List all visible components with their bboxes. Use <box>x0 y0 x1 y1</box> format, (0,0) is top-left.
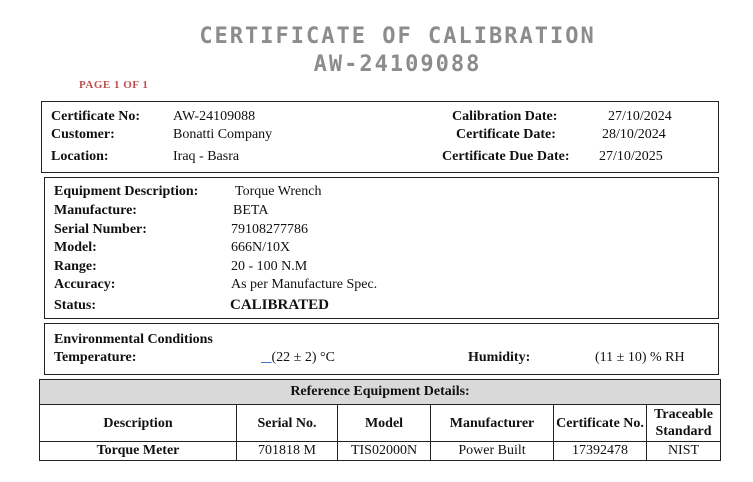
temperature-value <box>261 350 335 366</box>
cell-manufacturer: Power Built <box>431 442 554 461</box>
manufacture-label: Manufacture: <box>54 203 137 218</box>
equipment-description-value: Torque Wrench <box>235 184 322 199</box>
location-label: Location: <box>51 149 109 164</box>
humidity-label: Humidity: <box>468 350 531 365</box>
table-row <box>40 442 721 461</box>
humidity-value: (11 ± 10) % RH <box>595 350 685 365</box>
serial-number-value: 79108277786 <box>231 222 308 237</box>
reference-table-heading: Reference Equipment Details: <box>40 380 721 405</box>
customer-value: Bonatti Company <box>173 127 273 142</box>
due-date-value: 27/10/2025 <box>599 149 663 164</box>
accuracy-value: As per Manufacture Spec. <box>231 277 378 292</box>
location-value: Iraq - Basra <box>173 149 240 164</box>
certificate-no-label: Certificate No: <box>51 109 141 124</box>
range-value: 20 - 100 N.M <box>231 259 308 274</box>
serial-number-label: Serial Number: <box>54 222 147 237</box>
cell-certificate-no: 17392478 <box>554 442 647 461</box>
column-header-certificate-no: Certificate No. <box>554 405 647 442</box>
certificate-date-label: Certificate Date: <box>456 127 556 142</box>
range-label: Range: <box>54 259 97 274</box>
document-title: CERTIFICATE OF CALIBRATION <box>199 24 596 49</box>
column-header-serial-no: Serial No. <box>237 405 338 442</box>
column-header-manufacturer: Manufacturer <box>431 405 554 442</box>
cell-description: Torque Meter <box>40 442 237 461</box>
status-value: CALIBRATED <box>230 297 329 313</box>
accuracy-label: Accuracy: <box>54 277 116 292</box>
cell-model: TIS02000N <box>338 442 431 461</box>
customer-label: Customer: <box>51 127 115 142</box>
certificate-date-value: 28/10/2024 <box>602 127 666 142</box>
environment-box <box>44 323 719 375</box>
column-header-model: Model <box>338 405 431 442</box>
status-label: Status: <box>54 298 97 313</box>
column-header-traceable-standard: Traceable Standard <box>647 405 721 442</box>
calibration-date-value: 27/10/2024 <box>608 109 672 124</box>
temperature-label: Temperature: <box>54 350 137 365</box>
field-underline-marker <box>261 350 272 365</box>
reference-equipment-table <box>39 379 721 461</box>
model-value: 666N/10X <box>231 240 291 255</box>
manufacture-value: BETA <box>233 203 269 218</box>
environment-heading: Environmental Conditions <box>54 332 213 347</box>
certificate-info-box <box>41 101 719 173</box>
equipment-info-box <box>44 177 719 319</box>
certificate-number-title: AW-24109088 <box>313 52 482 77</box>
due-date-label: Certificate Due Date: <box>442 149 570 164</box>
temperature-text: (22 ± 2) °C <box>271 350 335 365</box>
calibration-date-label: Calibration Date: <box>452 109 558 124</box>
model-label: Model: <box>54 240 97 255</box>
cell-serial-no: 701818 M <box>237 442 338 461</box>
certificate-no-value: AW-24109088 <box>173 109 256 124</box>
page-indicator: PAGE 1 OF 1 <box>79 79 149 91</box>
equipment-description-label: Equipment Description: <box>54 184 199 199</box>
cell-traceable-standard: NIST <box>647 442 721 461</box>
column-header-description: Description <box>40 405 237 442</box>
